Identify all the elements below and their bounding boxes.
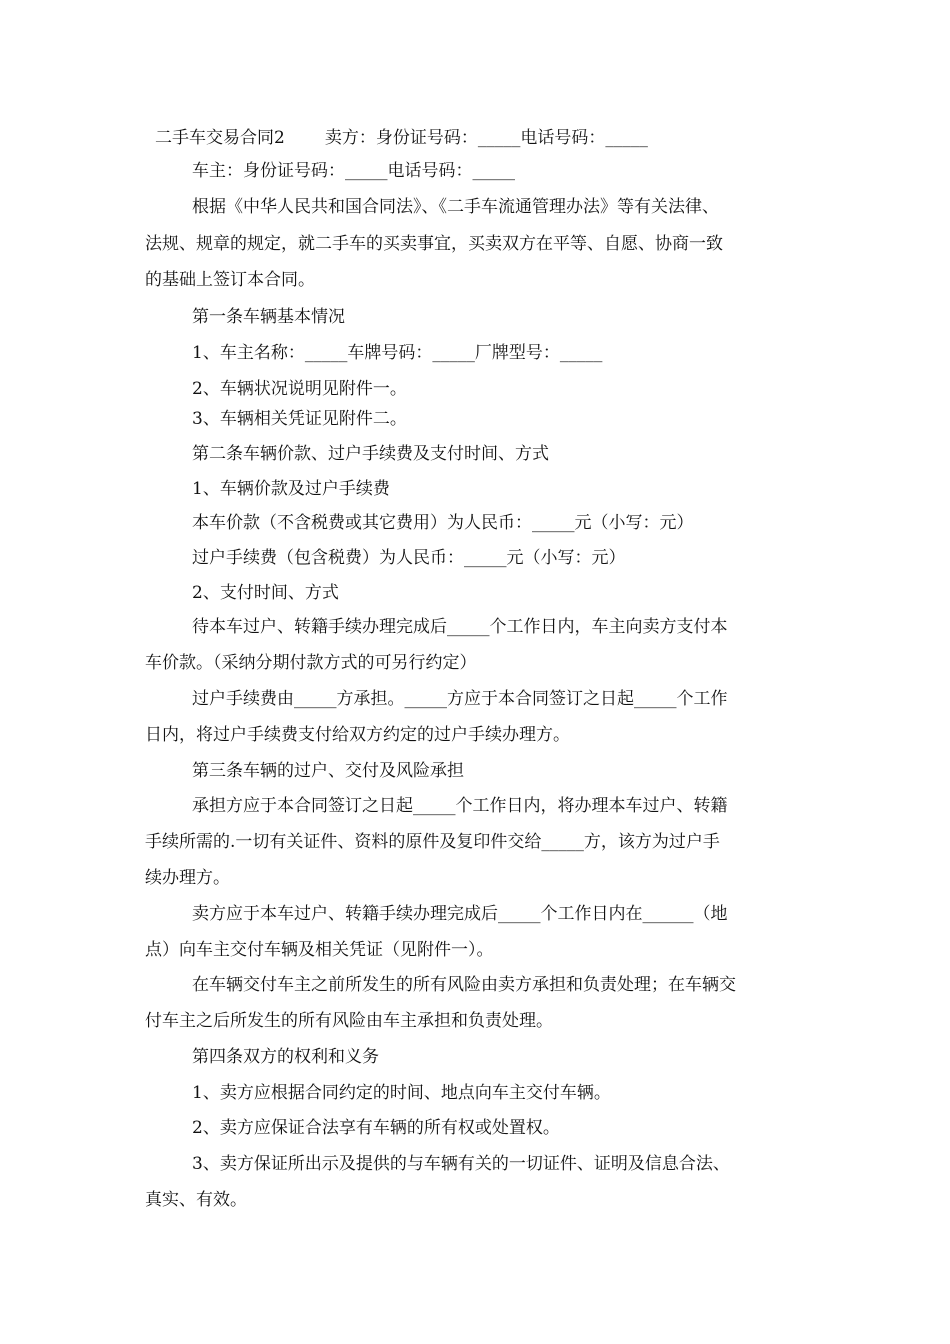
paragraph-line: 2、支付时间、方式: [192, 583, 339, 603]
paragraph-line: 日内，将过户手续费支付给双方约定的过户手续办理方。: [145, 725, 570, 745]
section-heading: 第四条双方的权利和义务: [192, 1047, 379, 1067]
paragraph-line: 法规、规章的规定，就二手车的买卖事宜，买卖双方在平等、自愿、协商一致: [145, 234, 723, 254]
paragraph-line: 点）向车主交付车辆及相关凭证（见附件一）。: [145, 940, 494, 960]
document-title: 二手车交易合同2: [155, 128, 285, 148]
paragraph-line: 手续所需的.一切有关证件、资料的原件及复印件交给_____方，该方为过户手: [145, 832, 720, 852]
section-heading: 第三条车辆的过户、交付及风险承担: [192, 761, 464, 781]
seller-info-line: 卖方：身份证号码：_____电话号码：_____: [324, 128, 648, 148]
paragraph-line: 的基础上签订本合同。: [145, 270, 315, 290]
paragraph-line: 1、车辆价款及过户手续费: [192, 479, 390, 499]
paragraph-line: 真实、有效。: [145, 1190, 247, 1210]
paragraph-line: 本车价款（不含税费或其它费用）为人民币：_____元（小写：元）: [192, 513, 694, 533]
paragraph-line: 2、车辆状况说明见附件一。: [192, 379, 407, 399]
paragraph-line: 待本车过户、转籍手续办理完成后_____个工作日内，车主向卖方支付本: [192, 617, 728, 637]
paragraph-line: 续办理方。: [145, 868, 230, 888]
section-heading: 第二条车辆价款、过户手续费及支付时间、方式: [192, 444, 549, 464]
paragraph-line: 卖方应于本车过户、转籍手续办理完成后_____个工作日内在______（地: [192, 904, 728, 924]
paragraph-line: 1、车主名称：_____车牌号码：_____厂牌型号：_____: [192, 343, 603, 363]
paragraph-line: 在车辆交付车主之前所发生的所有风险由卖方承担和负责处理；在车辆交: [192, 975, 736, 995]
title-line: [155, 127, 648, 149]
paragraph-line: 1、卖方应根据合同约定的时间、地点向车主交付车辆。: [192, 1083, 611, 1103]
paragraph-line: 3、车辆相关凭证见附件二。: [192, 409, 407, 429]
paragraph-line: 承担方应于本合同签订之日起_____个工作日内，将办理本车过户、转籍: [192, 796, 728, 816]
paragraph-line: 2、卖方应保证合法享有车辆的所有权或处置权。: [192, 1118, 560, 1138]
owner-info-line: 车主：身份证号码：_____电话号码：_____: [192, 161, 515, 181]
paragraph-line: 付车主之后所发生的所有风险由车主承担和负责处理。: [145, 1011, 553, 1031]
paragraph-line: 根据《中华人民共和国合同法》、《二手车流通管理办法》等有关法律、: [192, 197, 719, 217]
paragraph-line: 车价款。（采纳分期付款方式的可另行约定）: [145, 653, 477, 673]
paragraph-line: 3、卖方保证所出示及提供的与车辆有关的一切证件、证明及信息合法、: [192, 1154, 730, 1174]
paragraph-line: 过户手续费由_____方承担。_____方应于本合同签订之日起_____个工作: [192, 689, 728, 709]
section-heading: 第一条车辆基本情况: [192, 307, 345, 327]
paragraph-line: 过户手续费（包含税费）为人民币：_____元（小写：元）: [192, 548, 626, 568]
